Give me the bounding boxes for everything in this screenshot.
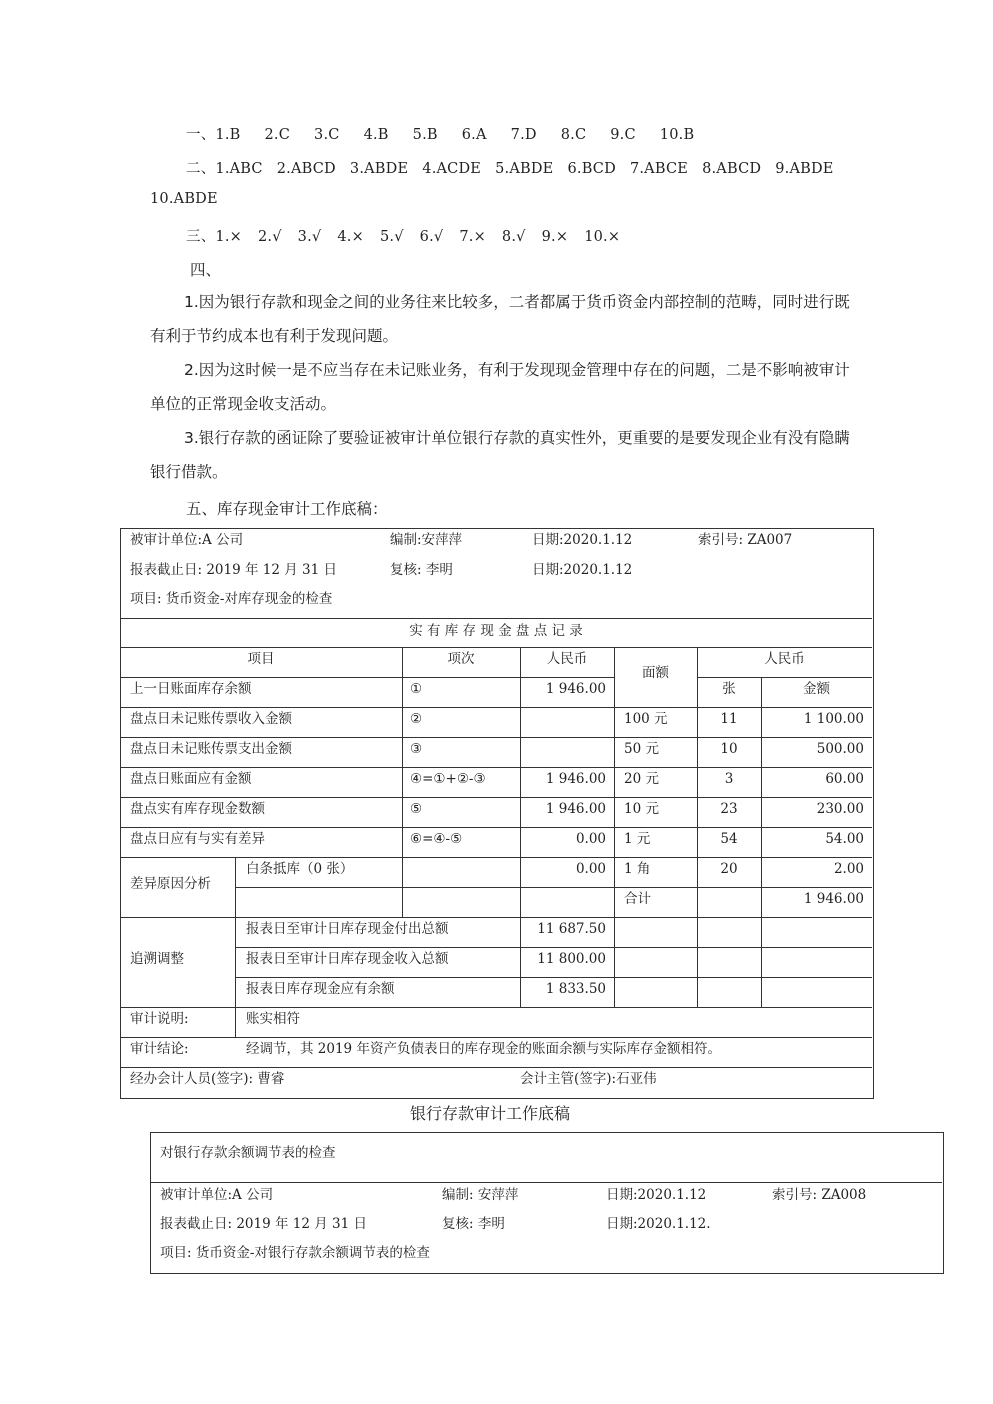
- row-seq: ③: [410, 741, 423, 757]
- cash-index: 索引号: ZA007: [698, 532, 793, 548]
- header-denom: 面额: [642, 665, 669, 681]
- section-4-item-1: 1.因为银行存款和现金之间的业务往来比较多，二者都属于货币资金内部控制的范畴，同时进行既有利于节约成本也有利于发现问题。: [150, 293, 850, 345]
- trace-value: 11 687.50: [537, 921, 606, 937]
- section-5-title: 五、库存现金审计工作底稿：: [186, 500, 388, 518]
- header-seq: 项次: [447, 651, 475, 667]
- section-4-title: 四、: [190, 261, 222, 279]
- bank-date2: 日期:2020.1.12.: [606, 1216, 711, 1232]
- denom-label: 10 元: [624, 801, 659, 817]
- cash-cutoff: 报表截止日: 2019 年 12 月 31 日: [130, 562, 338, 578]
- bank-reviewer: 复核: 李明: [442, 1216, 505, 1232]
- denom-count: 10: [720, 741, 738, 757]
- audit-note: 账实相符: [246, 1011, 300, 1027]
- row-item: 盘点日账面应有金额: [130, 771, 252, 787]
- cash-editor: 编制:安萍萍: [390, 532, 463, 548]
- header-count: 张: [722, 681, 736, 697]
- row-rmb: 0.00: [575, 831, 606, 847]
- header-item: 项目: [247, 651, 275, 667]
- row-seq: ②: [410, 711, 423, 727]
- denom-label: 20 元: [624, 771, 659, 787]
- bank-unit: 被审计单位:A 公司: [160, 1187, 274, 1203]
- denom-count: 20: [720, 861, 738, 877]
- row-rmb: 1 946.00: [545, 801, 606, 817]
- header-amount: 金额: [803, 681, 830, 697]
- section-4-item-3: 3.银行存款的函证除了要验证被审计单位银行存款的真实性外，更重要的是要发现企业有没有隐瞒银行借款。: [150, 429, 850, 481]
- trace-value: 1 833.50: [545, 981, 606, 997]
- row-seq: ④=①+②-③: [410, 771, 486, 787]
- cash-unit: 被审计单位:A 公司: [130, 532, 244, 548]
- denom-count: 23: [720, 801, 738, 817]
- denom-label: 1 元: [624, 831, 651, 847]
- trace-item: 报表日至审计日库存现金付出总额: [246, 921, 449, 937]
- row-seq: ①: [410, 681, 423, 697]
- denom-label: 1 角: [624, 861, 651, 877]
- total-amount: 1 946.00: [803, 891, 864, 907]
- denom-label: 100 元: [624, 711, 668, 727]
- audit-note-label: 审计说明:: [130, 1011, 189, 1027]
- supervisor-signature: 会计主管(签字):石亚伟: [520, 1071, 657, 1087]
- denom-count: 11: [720, 711, 738, 727]
- total-label: 合计: [624, 891, 651, 907]
- row-item: 盘点日应有与实有差异: [130, 831, 265, 847]
- row-rmb: 1 946.00: [545, 681, 606, 697]
- denom-amount: 500.00: [816, 741, 864, 757]
- row-item: 盘点日未记账传票收入金额: [130, 711, 292, 727]
- bank-title: 对银行存款余额调节表的检查: [160, 1145, 336, 1161]
- audit-conclusion: 经调节，其 2019 年资产负债表日的库存现金的账面余额与实际库存金额相符。: [246, 1041, 721, 1057]
- header-rmb2: 人民币: [764, 651, 805, 667]
- record-title: 实 有 库 存 现 金 盘 点 记 录: [409, 623, 583, 639]
- diff-label: 差异原因分析: [130, 876, 211, 892]
- bank-date1: 日期:2020.1.12: [606, 1187, 707, 1203]
- bank-editor: 编制: 安萍萍: [442, 1187, 519, 1203]
- diff-item: 白条抵库（0 张）: [246, 861, 354, 877]
- bank-cutoff: 报表截止日: 2019 年 12 月 31 日: [160, 1216, 368, 1232]
- answers-section-2-cont: 10.ABDE: [150, 191, 218, 207]
- cash-reviewer: 复核: 李明: [390, 562, 453, 578]
- denom-count: 3: [724, 771, 734, 787]
- denom-amount: 1 100.00: [803, 711, 864, 727]
- diff-value: 0.00: [575, 861, 606, 877]
- trace-item: 报表日至审计日库存现金收入总额: [246, 951, 449, 967]
- bank-index: 索引号: ZA008: [772, 1187, 867, 1203]
- denom-amount: 60.00: [825, 771, 864, 787]
- audit-conclusion-label: 审计结论:: [130, 1041, 189, 1057]
- section-4-item-2: 2.因为这时候一是不应当存在未记账业务，有利于发现现金管理中存在的问题，二是不影响被审计单位的正常现金收支活动。: [150, 361, 850, 413]
- row-seq: ⑤: [410, 801, 423, 817]
- trace-label: 追溯调整: [130, 951, 184, 967]
- bank-project: 项目: 货币资金-对银行存款余额调节表的检查: [160, 1245, 430, 1261]
- trace-value: 11 800.00: [537, 951, 606, 967]
- answers-section-3: 三、1.× 2.√ 3.√ 4.× 5.√ 6.√ 7.× 8.√ 9.× 10.×: [186, 229, 621, 245]
- cash-date2: 日期:2020.1.12: [532, 562, 633, 578]
- denom-amount: 2.00: [833, 861, 864, 877]
- accountant-signature: 经办会计人员(签字): 曹睿: [130, 1071, 285, 1087]
- bank-caption: 银行存款审计工作底稿: [410, 1104, 571, 1123]
- denom-count: 54: [720, 831, 738, 847]
- row-seq: ⑥=④-⑤: [410, 831, 463, 847]
- denom-amount: 54.00: [825, 831, 864, 847]
- denom-label: 50 元: [624, 741, 659, 757]
- denom-amount: 230.00: [816, 801, 864, 817]
- cash-project: 项目: 货币资金-对库存现金的检查: [130, 591, 333, 607]
- row-item: 盘点日未记账传票支出金额: [130, 741, 292, 757]
- trace-item: 报表日库存现金应有余额: [246, 981, 395, 997]
- answers-section-1: 一、1.B 2.C 3.C 4.B 5.B 6.A 7.D 8.C 9.C 10.B: [186, 127, 695, 143]
- header-rmb: 人民币: [546, 651, 588, 667]
- row-item: 上一日账面库存余额: [130, 681, 252, 697]
- row-rmb: 1 946.00: [545, 771, 606, 787]
- answers-section-2: 二、1.ABC 2.ABCD 3.ABDE 4.ACDE 5.ABDE 6.BCD 7.ABCE 8.ABCD 9.ABDE: [186, 161, 834, 177]
- cash-date1: 日期:2020.1.12: [532, 532, 633, 548]
- row-item: 盘点实有库存现金数额: [130, 801, 265, 817]
